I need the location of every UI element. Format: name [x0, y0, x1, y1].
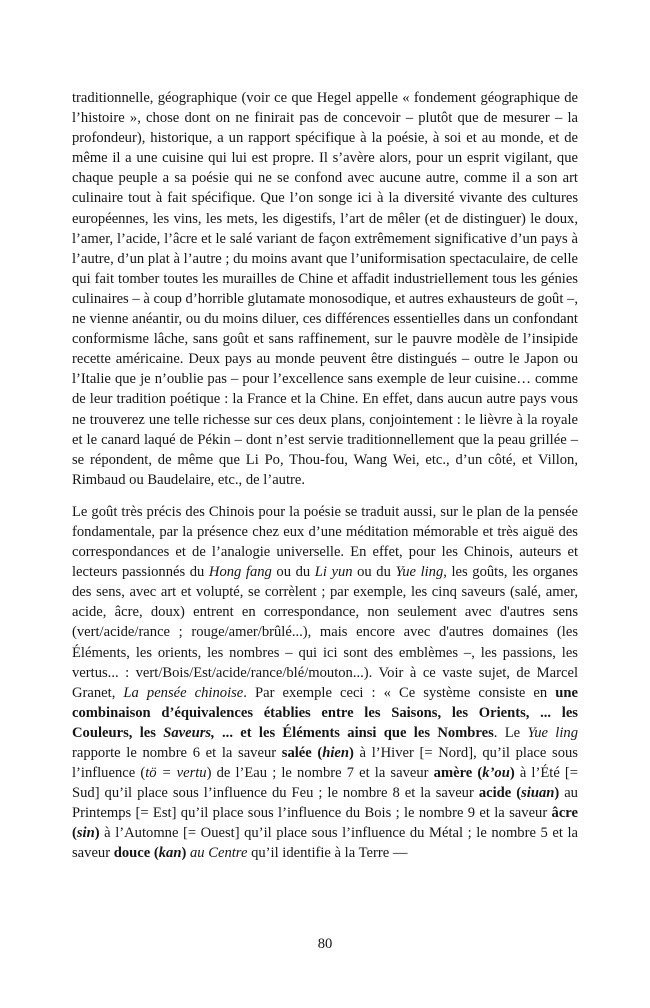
text-run-normal: ou du: [271, 564, 315, 581]
text-run-bold: une combinaison d’équivalences établies entre les Saisons, les Orients, ... les Couleurs, les: [72, 684, 578, 741]
text-run-bold: ): [94, 825, 100, 842]
text-run-bold-italic: [482, 765, 510, 781]
text-run-emphasis: Saveurs,: [163, 724, 215, 741]
text-run-emphasis: sin: [76, 825, 95, 842]
text-run-normal: traditionnelle, géographique (voir ce que Hegel appelle « fondement géographique de l’histoire », chose dont on ne finirait pas de concevoir – plutôt que de mesurer – la profondeur), historique, a un rapport spécifique à la poésie, à soi et au monde, et de même il a une cuisine qui lui est propre. Il s’avère alors, pour un esprit vigilant, que chaque peuple a sa poésie qui ne se confond avec aucune autre, comme il a son art culinaire tout à fait spécifique. Que l’on songe ici à la diversité vivante des cultures européennes, les vins, les mets, les digestifs, l’art de mêler (et de distinguer) le doux, l’amer, l’acide, l’âcre et le salé variant de façon extrêmement significative d’un pays à l’autre, d’un plat à l’autre ; du moins avant que l’uniformisation spectaculaire, de celle qui fait tomber toutes les murailles de Chine et affadit industriellement tous les génies culinaires – à coup d’horrible glutamate monosodique, et autres exhausteurs de goût –, ne vienne anéantir, ou du moins diluer, ces différences essentielles dans un confondant conformisme lâche, sans goût et sans raffinement, sur le pauvre modèle de l’insipide recette américaine. Deux pays au monde peuvent être distingués – outre le Japon ou l’Italie que je n’oublie pas – pour l’excellence sans exemple de leur cuisine… comme de leur tradition poétique : la France et la Chine. En effet, dans aucun autre pays vous ne trouverez une telle richesse sur ces deux plans, conjointement : le lièvre à la royale et le canard laqué de Pékin – dont n’est servie traditionnellement que la peau grillée – se répondent, de même que Li Po, Thou-fou, Wang Wei, etc., d’un côté, et Villon, Rimbaud ou Baudelaire, etc., de l’autre.: [72, 90, 578, 488]
text-run-normal: Le goût très précis des Chinois pour la poésie se traduit aussi, sur le plan de la pensée fondamentale, par la présence chez eux d’une méditation mémorable et très aiguë des correspondances et de l’analogie universelle. En effet, pour les Chinois, auteurs et lecteurs passionnés du: [72, 503, 578, 581]
page-text-block: [72, 88, 578, 864]
text-run-bold-italic: [159, 845, 182, 861]
text-run-bold: âcre (: [72, 805, 578, 842]
text-run-bold: ): [554, 785, 560, 802]
text-run-bold-italic: [163, 725, 215, 741]
text-run-bold: ): [349, 745, 354, 761]
text-run-normal: à l’Automne [= Ouest] qu’il place sous l’influence du Métal ; le nombre 5 et la saveur: [72, 825, 578, 862]
text-run-normal: ) de l’Eau ; le nombre 7 et la saveur: [206, 765, 434, 782]
text-run-bold: ): [509, 765, 515, 782]
text-run-bold: amère (: [433, 765, 483, 782]
page-number: 80: [317, 936, 333, 952]
text-run-normal: , les goûts, les organes des sens, avec art et volupté, se corrèlent ; par exemple, les cinq saveurs (salé, amer, acide, âcre, doux) entrent en correspondance, non seulement avec d'autres sens (vert/acide/rance ; rouge/amer/brûlé...), mais encore avec d'autres domaines (les Éléments, les orients, les nombres – qui ici sont des emblèmes –, les passions, les vertus... : vert/Bois/Est/acide/rance/blé/mouton...). Voir à ce vaste sujet, de Marcel Granet,: [72, 564, 579, 701]
text-run-italic: Yue ling: [527, 724, 579, 741]
text-run-italic: Hong fang: [208, 564, 272, 581]
text-run-normal: rapporte le nombre 6 et la saveur: [72, 745, 282, 761]
paragraph: [72, 502, 578, 864]
text-run-normal: qu’il identifie à la Terre —: [247, 845, 408, 862]
text-run-italic: au Centre: [190, 845, 248, 862]
text-run-normal: . Par exemple ceci : « Ce système consiste en: [243, 684, 556, 701]
text-run-normal: au Printemps [= Est] qu’il place sous l’influence du Bois ; le nombre 9 et la saveur: [72, 785, 578, 822]
text-run-bold: douce (: [113, 845, 159, 862]
text-run-italic: La pensée chinoise: [123, 684, 244, 701]
text-run-italic: tö = vertu: [145, 765, 207, 782]
text-run-bold: ): [181, 845, 187, 862]
paragraph: [72, 88, 578, 490]
text-run-emphasis: kan: [158, 845, 182, 862]
text-run-normal: . Le: [493, 724, 528, 741]
text-run-bold: acide (: [478, 785, 522, 802]
text-run-normal: à l’Été [= Sud] qu’il place sous l’influence du Feu ; le nombre 8 et la saveur: [72, 765, 579, 802]
text-run-bold-italic: [521, 785, 554, 801]
text-run-italic: Li yun: [314, 564, 353, 581]
text-run-bold-italic: [322, 745, 349, 761]
text-run-emphasis: siuan: [521, 785, 555, 802]
text-run-normal: à l’Hiver [= Nord], qu’il place sous l’influence (: [72, 745, 578, 782]
text-run-emphasis: hien: [322, 745, 350, 761]
paragraph-container: [72, 88, 578, 864]
text-run-emphasis: k’ou: [482, 765, 510, 782]
text-run-bold: ... et les Éléments ainsi que les Nombres: [214, 724, 494, 741]
text-run-normal: ou du: [352, 564, 396, 581]
text-run-italic: Yue ling: [395, 564, 444, 581]
text-run-bold-italic: [77, 825, 95, 841]
text-run-bold: salée (: [281, 745, 323, 761]
